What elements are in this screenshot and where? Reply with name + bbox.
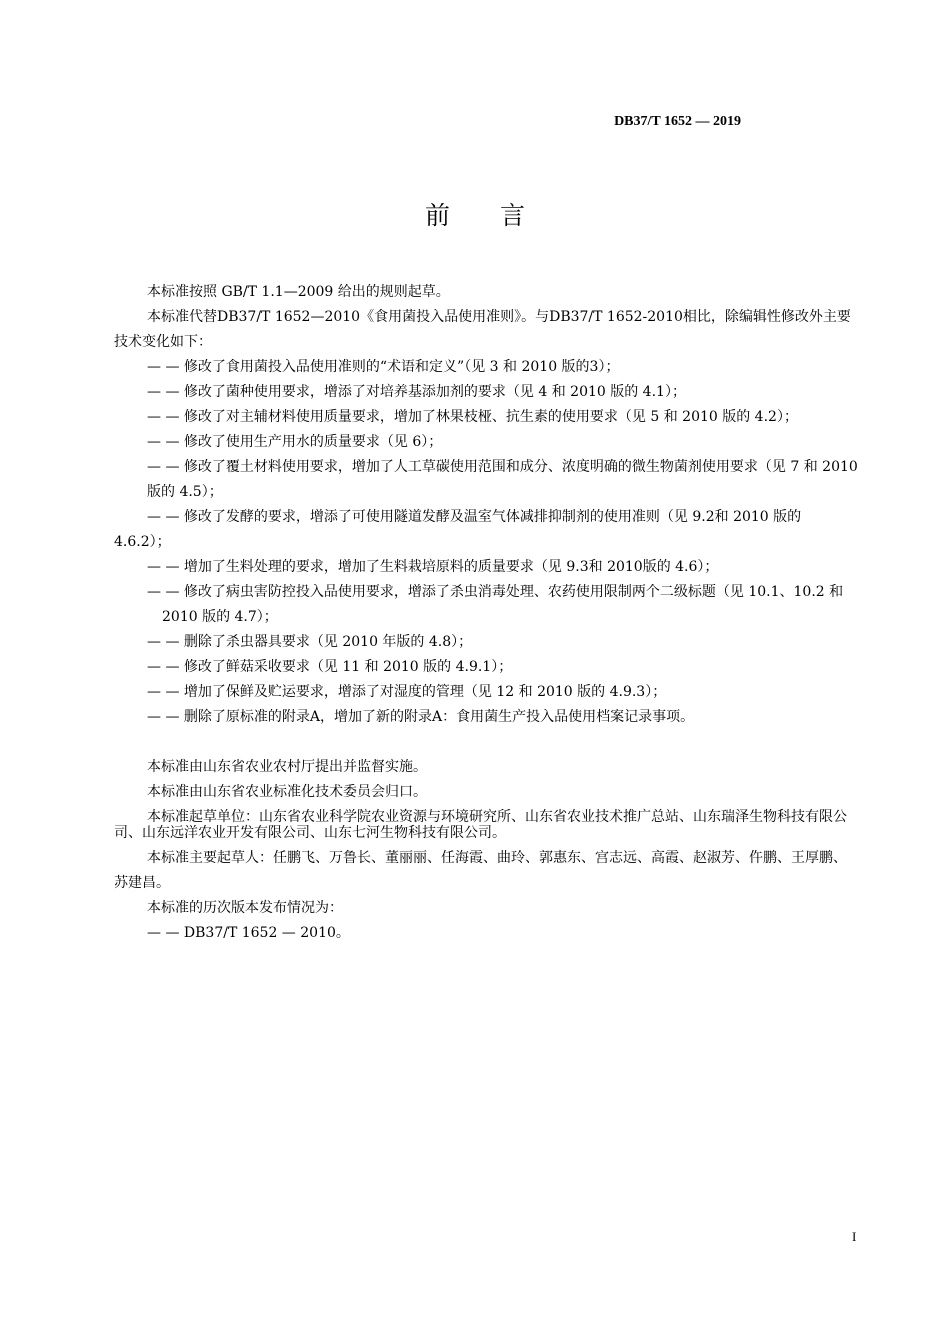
change-item: — — 修改了对主辅材料使用质量要求，增加了林果枝桠、抗生素的使用要求（见 5 和 2010 版的 4.2）； (147, 409, 798, 425)
change-item: — — 修改了使用生产用水的质量要求（见 6）； (147, 434, 443, 450)
title-char-2: 言 (500, 201, 526, 230)
standard-number: DB37/T 1652 — 2019 (614, 114, 741, 129)
change-item: — — 删除了杀虫器具要求（见 2010 年版的 4.8）； (147, 634, 473, 650)
change-item: — — 修改了发酵的要求，增添了可使用隧道发酵及温室气体减排抑制剂的使用准则（见 9.2和 2010 版的 4.6.2）； (114, 509, 802, 550)
paragraph-drafting-rules: 本标准按照 GB/T 1.1—2009 给出的规则起草。 (147, 284, 450, 300)
change-item: — — 修改了鲜菇采收要求（见 11 和 2010 版的 4.9.1）； (147, 659, 513, 675)
preface-body (114, 280, 860, 946)
title-char-1: 前 (424, 201, 450, 230)
change-item: — — 修改了覆土材料使用要求，增加了人工草碳使用范围和成分、浓度明确的微生物菌剂使用要求（见 7 和 2010 版的 4.5）； (147, 459, 858, 500)
closing-history-item: — — DB37/T 1652 — 2010。 (147, 925, 350, 941)
change-item: — — 修改了食用菌投入品使用准则的“术语和定义”（见 3 和 2010 版的3）； (147, 359, 620, 375)
change-item: — — 增加了生料处理的要求，增加了生料栽培原料的质量要求（见 9.3和 2010版的 4.6）； (147, 559, 719, 575)
closing-committee: 本标准由山东省农业标准化技术委员会归口。 (147, 784, 427, 800)
closing-history-intro: 本标准的历次版本发布情况为： (147, 900, 343, 916)
page-title (0, 196, 950, 232)
page-number: I (852, 1229, 857, 1244)
change-item: — — 删除了原标准的附录A，增加了新的附录A：食用菌生产投入品使用档案记录事项。 (147, 709, 695, 725)
change-item: — — 修改了病虫害防控投入品使用要求，增添了杀虫消毒处理、农药使用限制两个二级标题（见 10.1、10.2 和 2010 版的 4.7）； (147, 584, 844, 625)
paragraph-replacement: 本标准代替DB37/T 1652—2010《食用菌投入品使用准则》。与DB37/T 1652-2010相比，除编辑性修改外主要技术变化如下： (114, 309, 851, 350)
change-item: — — 增加了保鲜及贮运要求，增添了对湿度的管理（见 12 和 2010 版的 4.9.3）； (147, 684, 667, 700)
closing-drafters: 本标准主要起草人：任鹏飞、万鲁长、董丽丽、任海霞、曲玲、郭惠东、宫志远、高霞、赵淑芳、仵鹏、王厚鹏、苏建昌。 (114, 850, 847, 891)
closing-proposer: 本标准由山东省农业农村厅提出并监督实施。 (147, 759, 427, 775)
closing-drafting-units: 本标准起草单位：山东省农业科学院农业资源与环境研究所、山东省农业技术推广总站、山东瑞泽生物科技有限公司、山东远洋农业开发有限公司、山东七河生物科技有限公司。 (114, 809, 847, 841)
spacer (114, 730, 860, 755)
change-item: — — 修改了菌种使用要求，增添了对培养基添加剂的要求（见 4 和 2010 版的 4.1）； (147, 384, 686, 400)
